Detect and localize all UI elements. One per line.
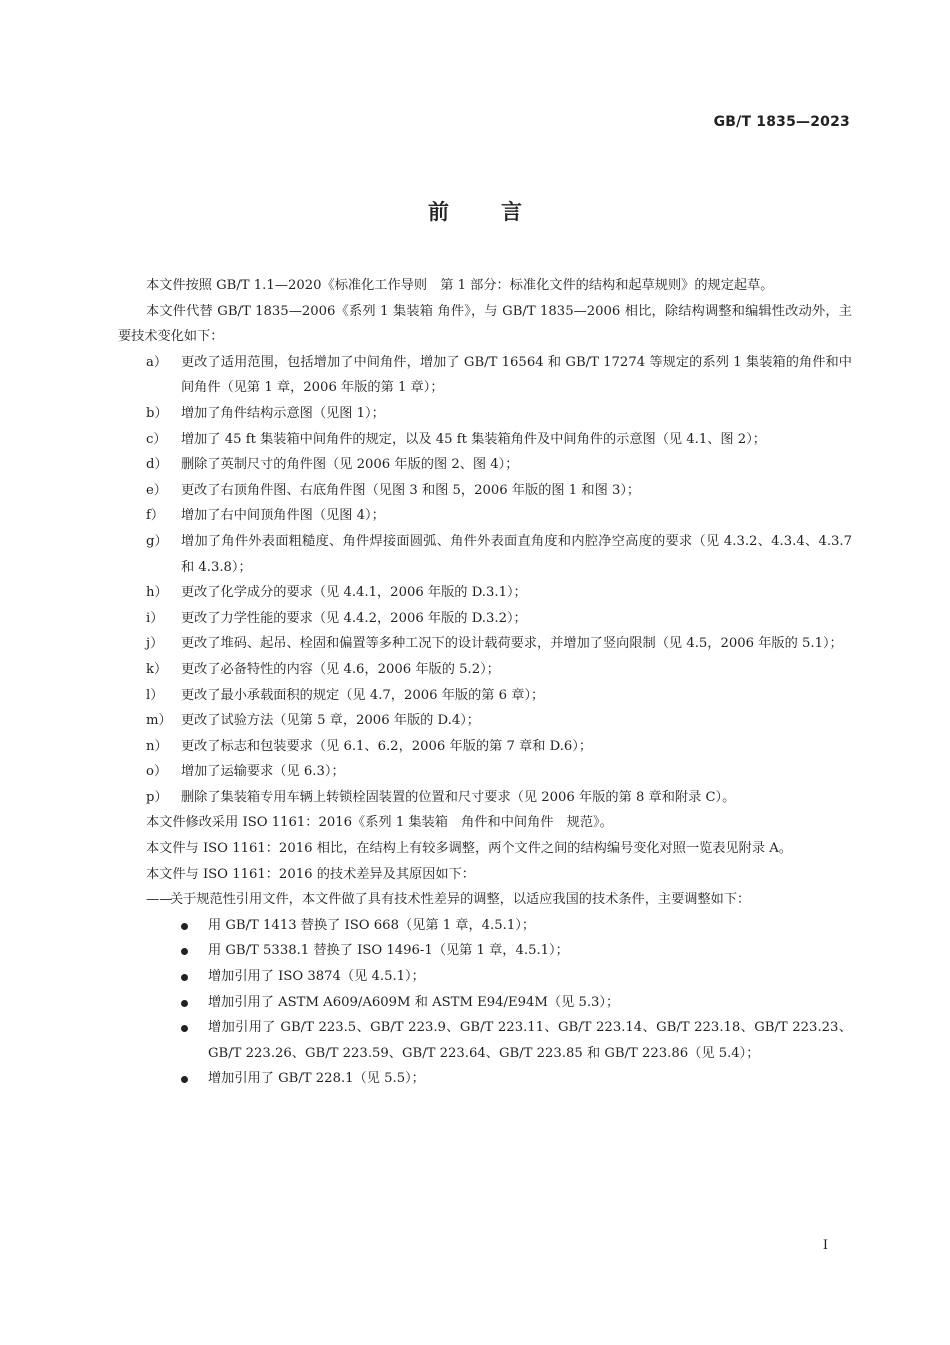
list-marker: g） (146, 533, 168, 549)
bullet-dot-icon (181, 974, 188, 981)
list-item (118, 401, 852, 427)
bullet-item (118, 1066, 852, 1092)
list-marker: k） (146, 661, 168, 677)
list-marker: n） (146, 738, 168, 754)
bullet-item (118, 990, 852, 1016)
list-item-text: 更改了标志和包装要求（见 6.1、6.2，2006 年版的第 7 章和 D.6）； (181, 738, 593, 754)
list-item (118, 427, 852, 453)
bullet-text: 增加引用了 GB/T 228.1（见 5.5）； (208, 1071, 425, 1087)
bullet-dot-icon (181, 923, 188, 930)
paragraph-drafting-rules: 本文件按照 GB/T 1.1—2020《标准化工作导则 第 1 部分：标准化文件的结构和起草规则》的规定起草。 (146, 278, 774, 293)
document-body (118, 273, 852, 1092)
list-item (118, 478, 852, 504)
list-item-text: 更改了右顶角件图、右底角件图（见图 3 和图 5，2006 年版的图 1 和图 3）； (181, 482, 641, 498)
paragraph-adoption: 本文件修改采用 ISO 1161：2016《系列 1 集装箱 角件和中间角件 规范》。 (146, 815, 613, 831)
paragraph-replacement: 本文件代替 GB/T 1835—2006《系列 1 集装箱 角件》，与 GB/T 1835—2006 相比，除结构调整和编辑性改动外，主要技术变化如下： (118, 303, 852, 345)
dash-marker: —— (146, 892, 173, 908)
list-item (118, 580, 852, 606)
list-item-text: 更改了最小承载面积的规定（见 4.7，2006 年版的第 6 章）； (181, 687, 545, 703)
list-marker: d） (146, 457, 168, 473)
list-item (118, 350, 852, 401)
list-marker: c） (146, 431, 167, 447)
dash-item (118, 887, 852, 913)
list-marker: e） (146, 482, 167, 498)
bullet-item (118, 964, 852, 990)
paragraph-structure: 本文件与 ISO 1161：2016 相比，在结构上有较多调整，两个文件之间的结构编号变化对照一览表见附录 A。 (146, 841, 792, 857)
list-item (118, 631, 852, 657)
list-item-text: 更改了化学成分的要求（见 4.4.1，2006 年版的 D.3.1）； (181, 585, 527, 601)
bullet-item (118, 1015, 852, 1066)
list-marker: h） (146, 585, 168, 601)
list-marker: j） (146, 636, 164, 652)
list-item (118, 785, 852, 811)
list-marker: b） (146, 405, 168, 421)
bullet-text: 用 GB/T 5338.1 替换了 ISO 1496-1（见第 1 章，4.5.1）； (208, 943, 569, 959)
bullet-item (118, 938, 852, 964)
list-item (118, 708, 852, 734)
list-item-text: 增加了角件结构示意图（见图 1）； (181, 405, 385, 421)
bullet-dot-icon (181, 948, 188, 955)
list-marker: f） (146, 508, 165, 524)
list-item-text: 增加了运输要求（见 6.3）； (181, 764, 345, 780)
list-item-text: 更改了堆码、起吊、栓固和偏置等多种工况下的设计载荷要求，并增加了竖向限制（见 4.5，2006 年版的 5.1）； (181, 636, 843, 652)
paragraph-differences: 本文件与 ISO 1161：2016 的技术差异及其原因如下： (146, 866, 475, 882)
list-item-text: 删除了集装箱专用车辆上转锁栓固装置的位置和尺寸要求（见 2006 年版的第 8 章和附录 C）。 (181, 789, 736, 805)
changes-list (118, 350, 852, 811)
list-item (118, 503, 852, 529)
list-item (118, 759, 852, 785)
page-title: 前言 (428, 200, 574, 224)
bullet-text: 增加引用了 ISO 3874（见 4.5.1）； (208, 969, 425, 985)
bullet-text: 用 GB/T 1413 替换了 ISO 668（见第 1 章，4.5.1）； (208, 917, 536, 933)
list-marker: p） (146, 789, 168, 805)
bullet-dot-icon (181, 1025, 188, 1032)
list-item-text: 更改了试验方法（见第 5 章，2006 年版的 D.4）； (181, 713, 480, 729)
list-marker: l） (146, 687, 164, 703)
standard-code: GB/T 1835—2023 (713, 114, 850, 130)
list-marker: i） (146, 610, 164, 626)
list-item-text: 增加了角件外表面粗糙度、角件焊接面圆弧、角件外表面直角度和内腔净空高度的要求（见 4.3.2、4.3.4、4.3.7 和 4.3.8）； (181, 533, 852, 575)
dash-item-text: 关于规范性引用文件，本文件做了具有技术性差异的调整，以适应我国的技术条件，主要调整如下： (170, 892, 751, 908)
list-item (118, 529, 852, 580)
list-item (118, 734, 852, 760)
list-item-text: 更改了力学性能的要求（见 4.4.2，2006 年版的 D.3.2）； (181, 610, 527, 626)
bullet-dot-icon (181, 1076, 188, 1083)
list-item-text: 更改了适用范围，包括增加了中间角件，增加了 GB/T 16564 和 GB/T 17274 等规定的系列 1 集装箱的角件和中间角件（见第 1 章，2006 年版的第 1 章）； (181, 354, 852, 396)
list-item (118, 657, 852, 683)
list-item-text: 增加了 45 ft 集装箱中间角件的规定，以及 45 ft 集装箱角件及中间角件的示意图（见 4.1、图 2）； (181, 431, 766, 447)
list-item-text: 增加了右中间顶角件图（见图 4）； (181, 508, 385, 524)
list-item (118, 452, 852, 478)
list-item-text: 更改了必备特性的内容（见 4.6，2006 年版的 5.2）； (181, 661, 500, 677)
list-marker: a） (146, 354, 168, 370)
bullet-list (118, 913, 852, 1092)
bullet-text: 增加引用了 GB/T 223.5、GB/T 223.9、GB/T 223.11、GB/T 223.14、GB/T 223.18、GB/T 223.23、GB/T 223.26、GB/T 223.59、GB/T 223.64、GB/T 223.85 和 GB/T 223.86（见 5.4）； (208, 1020, 852, 1061)
page-number: I (822, 1238, 828, 1253)
bullet-dot-icon (181, 1000, 188, 1007)
list-item-text: 删除了英制尺寸的角件图（见 2006 年版的图 2、图 4）； (181, 457, 519, 473)
bullet-item (118, 913, 852, 939)
list-item (118, 683, 852, 709)
list-marker: o） (146, 764, 168, 780)
list-item (118, 606, 852, 632)
list-marker: m） (146, 713, 172, 729)
bullet-text: 增加引用了 ASTM A609/A609M 和 ASTM E94/E94M（见 5.3）； (208, 994, 620, 1010)
